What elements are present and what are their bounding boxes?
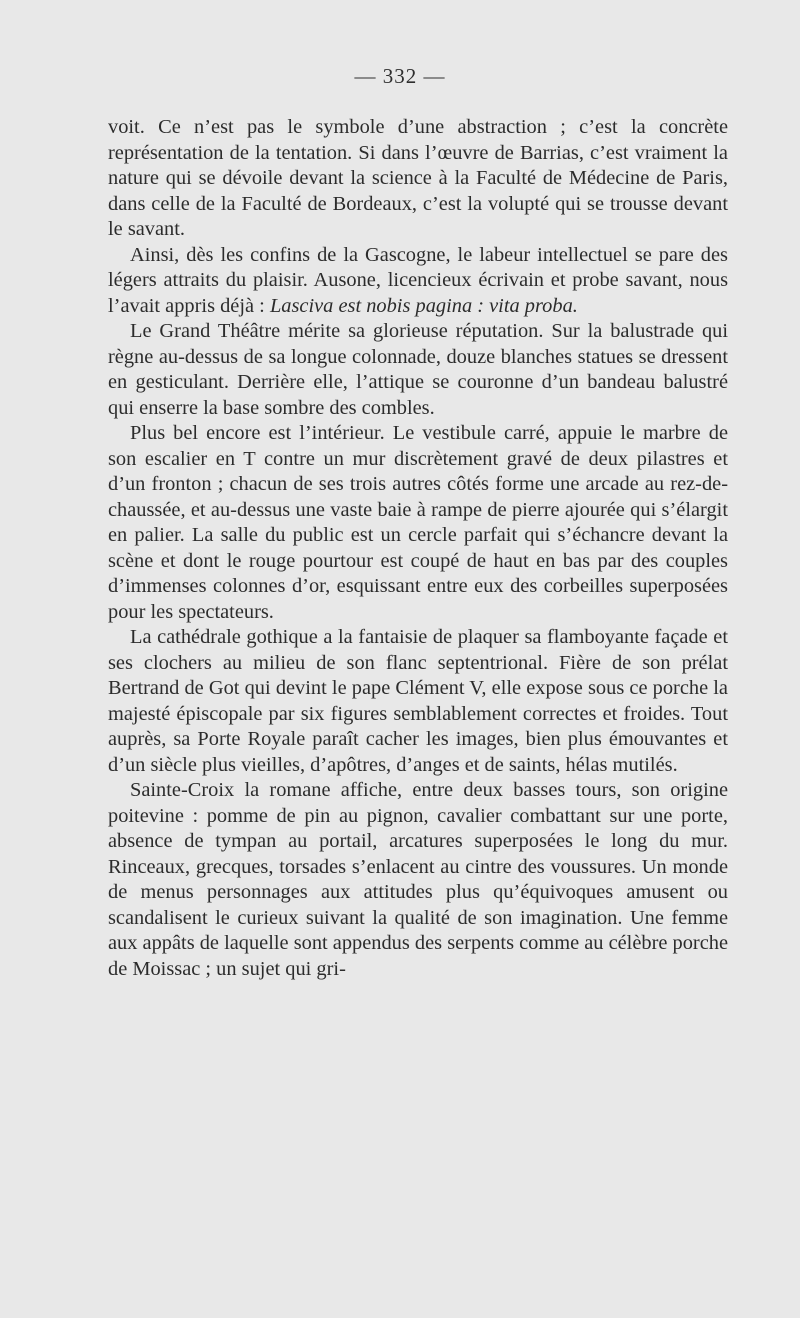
body-text <box>108 115 728 982</box>
paragraph-5: La cathédrale gothique a la fantaisie de plaquer sa flamboyante façade et ses clochers au milieu de son flanc septentrional. Fière de son prélat Bertrand de Got qui devint le pape Clément V, elle expose sous ce porche la majesté épiscopale par six figures semblablement correctes et froides. Tout auprès, sa Porte Royale paraît cacher les images, bien plus émouvantes et d’un siècle plus vieilles, d’apôtres, d’anges et de saints, hélas mutilés. <box>108 626 728 776</box>
latin-quote: Lasciva est nobis pagina : vita proba. <box>269 294 578 317</box>
page-number: — 332 — <box>354 64 446 88</box>
paragraph-6: Sainte-Croix la romane affiche, entre deux basses tours, son origine poitevine : pomme de pin au pignon, cavalier combattant sur une porte, absence de tympan au portail, arcatures superposées le long du mur. Rinceaux, grecques, torsades s’enlacent au cintre des voussures. Un monde de menus personnages aux attitudes plus qu’équivoques amusent ou scandalisent le curieux suivant la qualité de son imagination. Une femme aux appâts de laquelle sont appendus des serpents comme au célèbre porche de Moissac ; un sujet qui gri- <box>108 779 728 980</box>
paragraph-2-text: Ainsi, dès les confins de la Gascogne, le labeur intellectuel se pare des légers attraits du plaisir. Ausone, licencieux écrivain et probe savant, nous l’avait appris déjà : <box>108 243 728 317</box>
paragraph-3: Le Grand Théâtre mérite sa glorieuse réputation. Sur la balustrade qui règne au-dessus de sa longue colonnade, douze blanches statues se dressent en gesticulant. Derrière elle, l’attique se couronne d’un bandeau balustré qui enserre la base sombre des combles. <box>108 320 728 419</box>
paragraph-2 <box>108 243 728 320</box>
paragraph-1: voit. Ce n’est pas le symbole d’une abstraction ; c’est la concrète représentation de la tentation. Si dans l’œuvre de Barrias, c’est vraiment la nature qui se dévoile devant la science à la Faculté de Médecine de Paris, dans celle de la Faculté de Bordeaux, c’est la volupté qui se trousse devant le savant. <box>108 116 728 240</box>
paragraph-4: Plus bel encore est l’intérieur. Le vestibule carré, appuie le marbre de son escalier en T contre un mur discrètement gravé de deux pilastres et d’un fronton ; chacun de ses trois autres côtés forme une arcade au rez-de-chaussée, et au-dessus une vaste baie à rampe de pierre ajourée qui s’élargit en palier. La salle du public est un cercle parfait qui s’échancre devant la scène et dont le rouge pourtour est coupé de haut en bas par des couples d’immenses colonnes d’or, esquissant entre eux des corbeilles superposées pour les spectateurs. <box>108 422 728 623</box>
